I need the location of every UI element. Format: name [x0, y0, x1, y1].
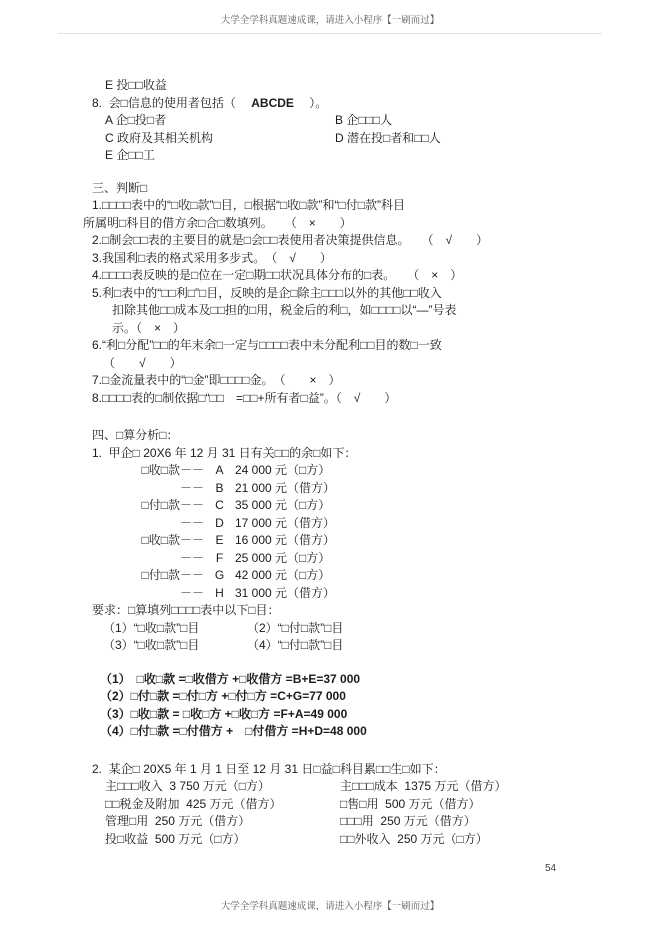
- question-8-stem-prefix: 8. 会□信息的使用者包括（: [92, 95, 252, 110]
- account-amount: 31 000 元（借方）: [235, 585, 336, 600]
- answer-line-2: （2）□付□款 =□付□方 +□付□方 =C+G=77 000: [100, 689, 346, 703]
- requirement-item-2: （2）“□付□款”□目: [247, 620, 344, 635]
- q2-left-4: 投□收益 500 万元（□方）: [105, 831, 246, 846]
- account-amount: 35 000 元（□方）: [235, 498, 331, 512]
- account-letter: A: [215, 463, 224, 477]
- q2-left-1: 主□□□收入 3 750 万元（□方）: [105, 779, 271, 793]
- account-letter: F: [215, 550, 224, 565]
- account-row-g: [0, 567, 660, 585]
- account-row-c: [0, 497, 660, 515]
- header-divider: [58, 33, 602, 34]
- page-number: 54: [545, 863, 557, 874]
- account-label: －－: [179, 515, 204, 530]
- section-3-title: 三、判断□: [92, 180, 148, 195]
- q2-left-3: 管理□用 250 万元（借方）: [105, 814, 251, 828]
- calc-q2-heading: 2. 某企□ 20X5 年 1 月 1 日至 12 月 31 日□益□科目累□□生□如下：: [92, 761, 446, 776]
- calc-q1-heading: 1. 甲企□ 20X6 年 12 月 31 日有关□□的余□如下：: [92, 445, 357, 460]
- calc-q1-requirement: 要求：□算填列□□□□表中以下□目：: [92, 603, 280, 617]
- q2-right-3: □□□用 250 万元（借方）: [340, 814, 476, 828]
- account-letter: C: [215, 498, 224, 512]
- page-body: [0, 77, 660, 848]
- account-letter: H: [215, 585, 224, 600]
- option-c: C 政府及其相关机构: [105, 130, 214, 145]
- account-letter: G: [214, 568, 225, 582]
- account-amount: 25 000 元（□方）: [235, 550, 331, 565]
- account-label: □付□款－－: [141, 568, 204, 582]
- judge-item-1-line-2: 所属明□科目的借方余□合□数填列。 （ × ）: [83, 215, 352, 230]
- account-row-a: [0, 462, 660, 480]
- account-letter: E: [215, 533, 224, 547]
- option-e-carryover: E 投□□收益: [105, 78, 167, 92]
- account-label: －－: [179, 585, 204, 600]
- account-amount: 42 000 元（□方）: [235, 568, 331, 582]
- q2-row-2: [0, 796, 660, 814]
- account-label: －－: [179, 550, 204, 565]
- header-text: 大学全学科真题速成课，请进入小程序【一刷而过】: [220, 15, 440, 26]
- account-row-d: [0, 515, 660, 533]
- judge-item-7: 7.□金流量表中的“□金”即□□□□金。 （ × ）: [92, 373, 341, 387]
- q2-left-2: □□税金及附加 425 万元（借方）: [105, 796, 282, 811]
- option-d: D 潜在投□者和□□人: [335, 130, 441, 145]
- footer-text: 大学全学科真题速成课，请进入小程序【一刷而过】: [220, 901, 440, 912]
- judge-item-6-line-2: （ √ ）: [103, 355, 182, 370]
- judge-item-5-line-3: 示。（ × ）: [112, 320, 186, 335]
- account-row-b: [0, 480, 660, 498]
- answer-line-3: （3）□收□款 = □收□方 +□收□方 =F+A=49 000: [100, 706, 348, 721]
- requirement-item-1: （1）“□收□款”□目: [103, 620, 200, 635]
- option-a: A 企□投□者: [105, 113, 167, 127]
- account-amount: 16 000 元（借方）: [235, 533, 336, 547]
- account-row-h: [0, 585, 660, 603]
- q2-row-4: [0, 831, 660, 849]
- q2-right-1: 主□□□成本 1375 万元（借方）: [340, 779, 507, 793]
- question-8-stem: [0, 95, 660, 113]
- account-amount: 17 000 元（借方）: [235, 515, 336, 530]
- requirement-item-4: （4）“□付□款”□目: [247, 638, 344, 652]
- account-letter: B: [215, 480, 224, 495]
- q2-right-2: □售□用 500 万元（借方）: [340, 796, 481, 811]
- q2-row-3: [0, 813, 660, 831]
- account-label: －－: [179, 480, 204, 495]
- requirement-item-3: （3）“□收□款”□目: [103, 638, 200, 652]
- account-label: □收□款－－: [141, 533, 204, 547]
- account-label: □付□款－－: [141, 498, 204, 512]
- section-4-title: 四、□算分析□：: [92, 428, 179, 442]
- judge-item-6-line-1: 6.“利□分配”□□的年末余□一定与□□□□表中未分配利□□目的数□一致: [92, 338, 442, 352]
- question-8-stem-suffix: ）。: [293, 95, 328, 110]
- judge-item-5-line-2: 扣除其他□□成本及□□担的□用，税金后的利□，如□□□□以“—”号表: [112, 303, 457, 317]
- option-e: E 企□□工: [105, 148, 155, 162]
- answer-line-4: （4）□付□款 =□付借方 + □付借方 =H+D=48 000: [100, 724, 367, 738]
- account-amount: 21 000 元（借方）: [235, 480, 336, 495]
- option-b: B 企□□□人: [335, 113, 393, 127]
- account-row-e: [0, 532, 660, 550]
- judge-item-4: 4.□□□□表反映的是□位在一定□期□□状况具体分布的□表。 （ × ）: [92, 268, 463, 282]
- account-label: □收□款－－: [141, 463, 204, 477]
- question-8-option-row: [0, 147, 660, 165]
- account-row-f: [0, 550, 660, 568]
- judge-item-5-line-1: 5.利□表中的“□□利□”□目，反映的是企□除主□□□以外的其他□□收入: [92, 285, 442, 300]
- account-amount: 24 000 元（□方）: [235, 463, 331, 477]
- question-8-answer: ABCDE: [251, 95, 294, 110]
- requirement-items-row-1: [0, 620, 660, 638]
- judge-item-3: 3.我国利□表的格式采用多步式。 （ √ ）: [92, 250, 332, 265]
- question-8-option-row: [0, 130, 660, 148]
- account-letter: D: [215, 515, 224, 530]
- requirement-items-row-2: [0, 637, 660, 655]
- answer-line-1: （1） □收□款 =□收借方 +□收借方 =B+E=37 000: [100, 671, 361, 686]
- q2-right-4: □□外收入 250 万元（□方）: [340, 831, 488, 846]
- q2-row-1: [0, 778, 660, 796]
- judge-item-2: 2.□制会□□表的主要目的就是□会□□表使用者决策提供信息。 （ √ ）: [92, 233, 489, 247]
- question-8-option-row: [0, 112, 660, 130]
- judge-item-1-line-1: 1.□□□□表中的“□收□款”□目，□根据“□收□款”和“□付□款”科目: [92, 198, 405, 212]
- judge-item-8: 8.□□□□表的□制依据□“□□ =□□+所有者□益”。（ √ ）: [92, 390, 397, 405]
